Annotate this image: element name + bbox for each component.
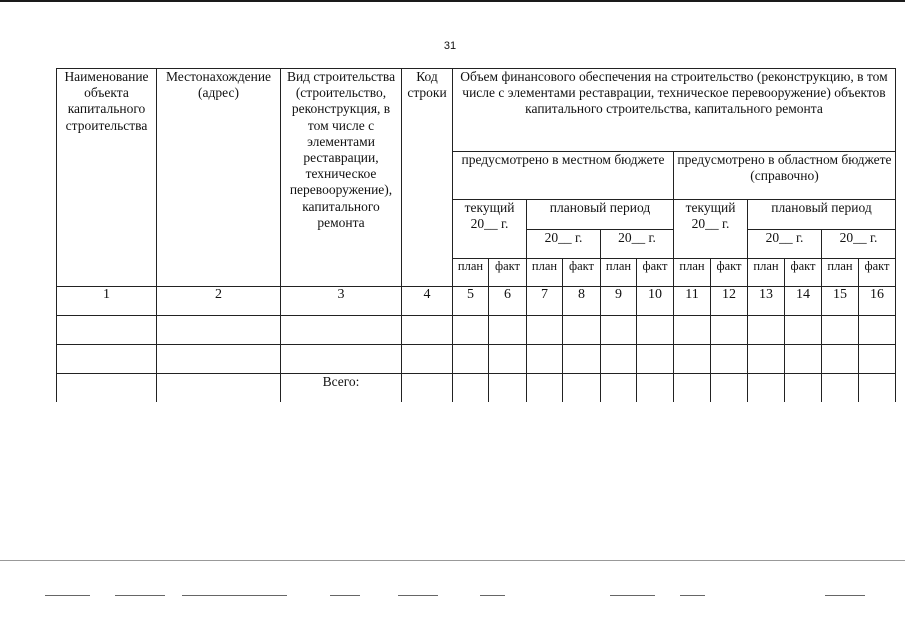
column-number: 10 (637, 287, 674, 316)
column-number: 5 (453, 287, 489, 316)
header-fact: факт (489, 259, 527, 287)
header-fact: факт (637, 259, 674, 287)
footer-dash (825, 595, 865, 596)
table-cell (527, 316, 563, 345)
table-cell (601, 374, 637, 403)
table-cell (711, 374, 748, 403)
table-container (56, 68, 905, 402)
header-plan: план (527, 259, 563, 287)
table-cell (57, 316, 157, 345)
table-cell (402, 345, 453, 374)
header-plan: план (674, 259, 711, 287)
footer-dash (45, 595, 90, 596)
table-cell (822, 345, 859, 374)
total-row (57, 374, 896, 403)
header-year-2-regional: 20__ г. (822, 230, 896, 259)
table-cell (859, 374, 896, 403)
header-fact: факт (563, 259, 601, 287)
header-year-1-regional: 20__ г. (748, 230, 822, 259)
header-regional-budget: предусмотрено в областном бюджете (справочно) (674, 152, 896, 200)
column-number: 8 (563, 287, 601, 316)
table-cell (453, 374, 489, 403)
table-cell (563, 345, 601, 374)
table-cell (281, 316, 402, 345)
column-number: 6 (489, 287, 527, 316)
table-cell (563, 316, 601, 345)
column-number: 15 (822, 287, 859, 316)
footer-dash (115, 595, 165, 596)
table-cell (527, 374, 563, 403)
total-label: Всего: (281, 374, 402, 403)
table-cell (637, 316, 674, 345)
footer-dash (680, 595, 705, 596)
top-border (0, 0, 905, 2)
header-year-1-local: 20__ г. (527, 230, 601, 259)
header-plan: план (601, 259, 637, 287)
header-location: Местонахождение (адрес) (157, 69, 281, 287)
column-number: 13 (748, 287, 785, 316)
table-cell (674, 345, 711, 374)
table-cell (748, 345, 785, 374)
footer-dash (480, 595, 505, 596)
table-cell (748, 316, 785, 345)
table-cell (674, 374, 711, 403)
footer-dash (182, 595, 287, 596)
table-cell (822, 316, 859, 345)
financing-table (56, 68, 896, 402)
table-cell (489, 316, 527, 345)
table-cell (601, 345, 637, 374)
table-row (57, 316, 896, 345)
table-cell (748, 374, 785, 403)
table-row (57, 345, 896, 374)
table-cell (157, 316, 281, 345)
table-cell (601, 316, 637, 345)
column-number: 1 (57, 287, 157, 316)
table-cell (674, 316, 711, 345)
table-cell (57, 374, 157, 403)
header-local-budget: предусмотрено в местном бюджете (453, 152, 674, 200)
header-plan: план (453, 259, 489, 287)
table-cell (711, 316, 748, 345)
header-fact: факт (711, 259, 748, 287)
header-planned-period-local: плановый период (527, 200, 674, 230)
table-cell (785, 345, 822, 374)
table-cell (453, 345, 489, 374)
footer-dash (330, 595, 360, 596)
page-bottom-divider (0, 560, 905, 561)
header-fact: факт (785, 259, 822, 287)
table-cell (57, 345, 157, 374)
footer-dash (610, 595, 655, 596)
table-cell (637, 374, 674, 403)
column-number: 14 (785, 287, 822, 316)
table-cell (489, 345, 527, 374)
table-cell (489, 374, 527, 403)
column-number: 11 (674, 287, 711, 316)
header-current-year-regional: текущий 20__ г. (674, 200, 748, 259)
header-current-year-local: текущий 20__ г. (453, 200, 527, 259)
table-cell (157, 345, 281, 374)
page-number: 31 (443, 40, 457, 52)
table-cell (711, 345, 748, 374)
column-number: 3 (281, 287, 402, 316)
footer-dash (398, 595, 438, 596)
table-cell (785, 316, 822, 345)
table-cell (402, 316, 453, 345)
table-cell (527, 345, 563, 374)
column-number: 12 (711, 287, 748, 316)
column-number: 4 (402, 287, 453, 316)
table-cell (453, 316, 489, 345)
column-number: 16 (859, 287, 896, 316)
table-cell (402, 374, 453, 403)
header-object-name: Наименование объекта капитального строительства (57, 69, 157, 287)
column-number: 2 (157, 287, 281, 316)
column-number-row (57, 287, 896, 316)
table-cell (859, 316, 896, 345)
column-number: 7 (527, 287, 563, 316)
header-fact: факт (859, 259, 896, 287)
table-cell (281, 345, 402, 374)
header-year-2-local: 20__ г. (601, 230, 674, 259)
header-financing-volume: Объем финансового обеспечения на строительство (реконструкцию, в том числе с элементами реставрации, техническое перевооружение) объектов капитального строительства, капитального ремонта (453, 69, 896, 152)
column-number: 9 (601, 287, 637, 316)
table-cell (637, 345, 674, 374)
table-cell (157, 374, 281, 403)
table-cell (859, 345, 896, 374)
table-cell (785, 374, 822, 403)
header-plan: план (822, 259, 859, 287)
header-row-code: Код строки (402, 69, 453, 287)
header-planned-period-regional: плановый период (748, 200, 896, 230)
table-cell (563, 374, 601, 403)
header-construction-kind: Вид строительства (строительство, реконструкция, в том числе с элементами реставрации, техническое перевооружение), капитального ремонта (281, 69, 402, 287)
header-plan: план (748, 259, 785, 287)
table-cell (822, 374, 859, 403)
